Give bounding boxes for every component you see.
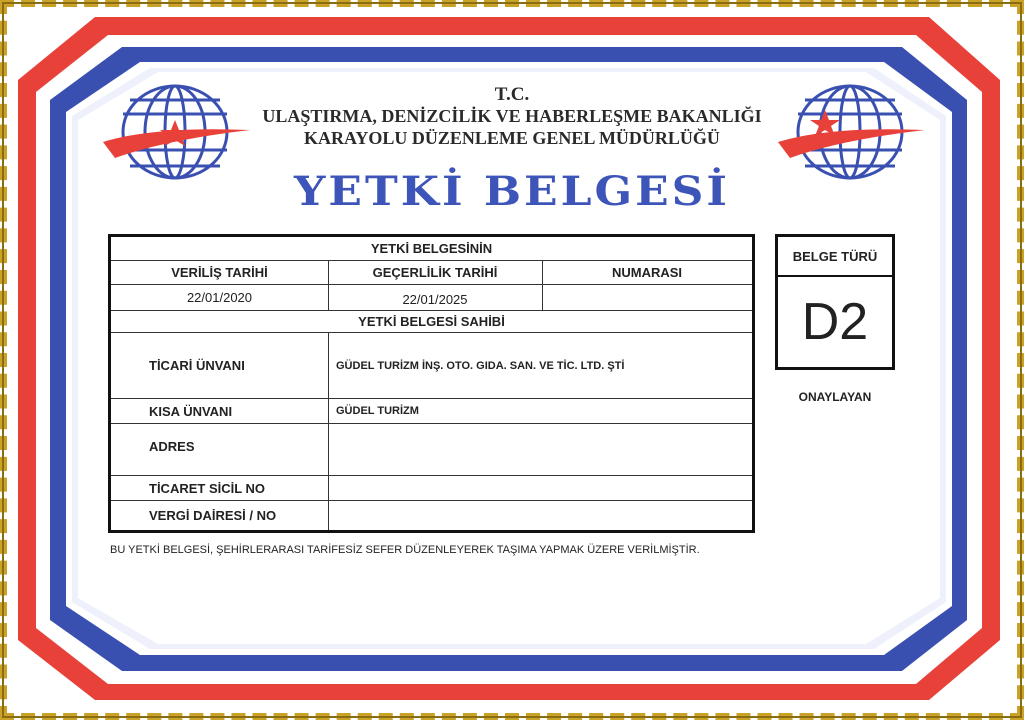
issue-date-value: 22/01/2020 <box>186 290 253 305</box>
header-directorate: KARAYOLU DÜZENLEME GENEL MÜDÜRLÜĞÜ <box>304 128 720 148</box>
trade-registry-value <box>328 476 752 500</box>
valid-date-header: GEÇERLİLİK TARİHİ <box>372 265 498 280</box>
table-row <box>111 333 752 399</box>
issue-date-header: VERİLİŞ TARİHİ <box>171 265 268 280</box>
header-tc: T.C. <box>494 84 530 105</box>
tax-office-value <box>328 501 752 530</box>
holder-title: YETKİ BELGESİ SAHİBİ <box>358 314 505 329</box>
header-ministry: ULAŞTIRMA, DENİZCİLİK VE HABERLEŞME BAKANLIĞI <box>262 106 762 126</box>
document-type-label: BELGE TÜRÜ <box>778 237 892 277</box>
short-name-value: GÜDEL TURİZM <box>336 405 419 417</box>
document-title: YETKİ BELGESİ <box>294 168 730 215</box>
section-title: YETKİ BELGESİNİN <box>370 241 493 256</box>
table-row <box>111 237 752 261</box>
address-label: ADRES <box>149 438 195 454</box>
number-value <box>542 285 752 310</box>
approver-label: ONAYLAYAN <box>798 390 872 404</box>
tax-office-label: VERGİ DAİRESİ / NO <box>149 508 277 523</box>
table-row <box>111 261 752 285</box>
valid-date-value: 22/01/2025 <box>402 292 468 307</box>
table-row <box>111 476 752 501</box>
short-name-label: KISA ÜNVANI <box>149 403 233 419</box>
trade-name-label: TİCARİ ÜNVANI <box>149 358 245 373</box>
table-row <box>111 285 752 311</box>
trade-registry-label: TİCARET SİCİL NO <box>149 480 266 496</box>
trade-name-value: GÜDEL TURİZM İNŞ. OTO. GIDA. SAN. VE TİC. LTD. ŞTİ <box>336 359 625 372</box>
number-header: NUMARASI <box>611 265 683 280</box>
table-row <box>111 311 752 333</box>
certificate-table <box>108 234 755 533</box>
table-row <box>111 501 752 530</box>
document-type-box <box>775 234 895 370</box>
document-type-value: D2 <box>801 293 869 351</box>
certificate-note: BU YETKİ BELGESİ, ŞEHİRLERARASI TARİFESİZ SEFER DÜZENLEYEREK TAŞIMA YAPMAK ÜZERE VERİLMİŞTİR. <box>110 544 700 556</box>
table-row <box>111 399 752 424</box>
address-value <box>328 424 752 475</box>
table-row <box>111 424 752 476</box>
